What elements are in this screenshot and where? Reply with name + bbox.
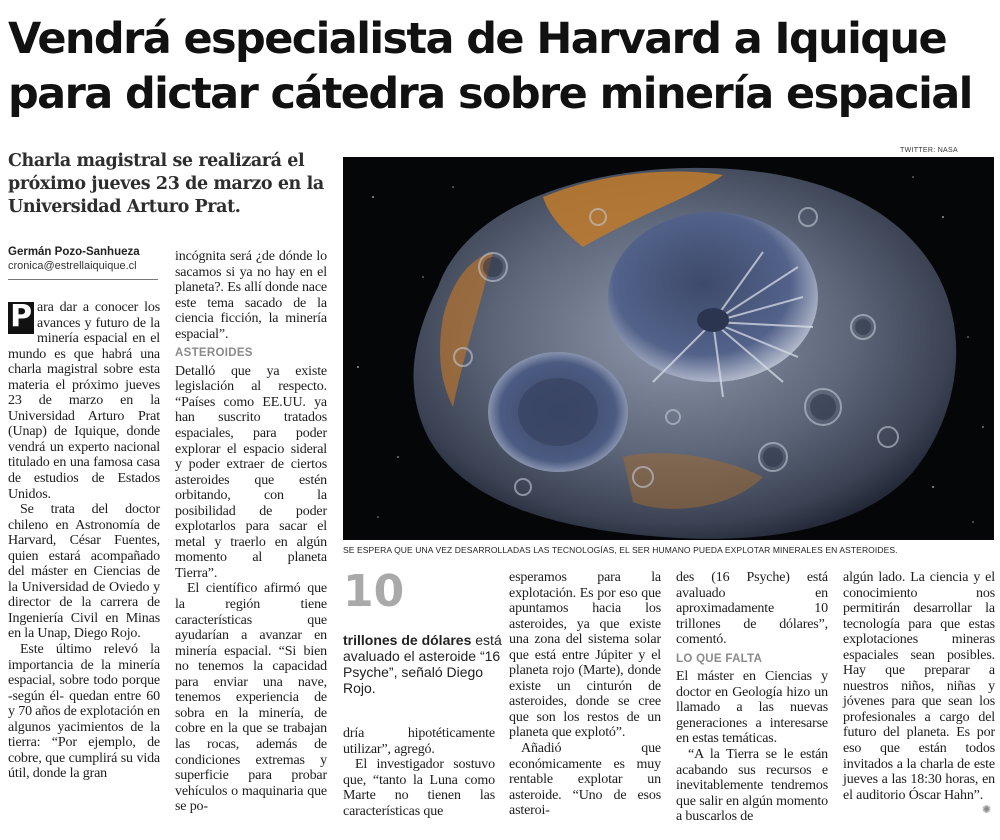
- paragraph: algún lado. La ciencia y el conocimiento nos permitirán desarrollar la tecnología para que estas explotaciones mineras espaciales sean posibles. Hay que preparar a nuestros niños, niñas y jóvenes para que sean los profesionales a cargo del futuro del planeta. Es por eso que están todos invitados a la charla de este jueves a las 18:30 horas, en el auditorio Óscar Hahn”.: [843, 570, 995, 803]
- asteroid-photo: [343, 157, 994, 540]
- column-5: [676, 570, 828, 825]
- paragraph: esperamos para la explotación. Es por eso que apuntamos hacia los asteroides, ya que existe una zona del sistema solar que está entre Júpiter y el planeta rojo (Marte), donde existe un cinturón de asteroides, donde se cree que son los restos de un planeta que explotó”.: [509, 570, 661, 741]
- stat-text: [343, 632, 503, 696]
- section-subhead: ASTEROIDES: [175, 347, 253, 360]
- stat-bold: trillones de dólares: [343, 632, 472, 648]
- paragraph: incógnita será ¿de dónde lo sacamos si ya no hay en el planeta?. Es allí donde nace este tema sacado de la ciencia ficción, la minería espacial”.: [175, 249, 327, 342]
- paragraph: “A la Tierra se le están acabando sus recursos e inevitablemente tendremos que salir en algún momento a buscarlos de: [676, 747, 828, 825]
- column-3: [343, 726, 495, 819]
- end-mark-icon: ✺: [982, 803, 992, 816]
- author-name: Germán Pozo-Sanhueza: [8, 246, 140, 258]
- paragraph: dría hipotéticamente utilizar”, agregó.: [343, 726, 495, 757]
- headline: Vendrá especialista de Harvard a Iquique para dictar cátedra sobre minería espacial: [8, 14, 972, 119]
- column-4: [509, 570, 661, 819]
- paragraph: des (16 Psyche) está avaluado en aproximadamente 10 trillones de dólares”, comentó.: [676, 570, 828, 648]
- author-email[interactable]: cronica@estrellaiquique.cl: [8, 260, 137, 272]
- paragraph: Este último relevó la importancia de la minería espacial, sobre todo porque -según él- quedan entre 60 y 70 años de explotación en algunos yacimientos de la tierra: “Por ejemplo, de cobre, que cumplirá su vida útil, donde la gran: [8, 642, 160, 782]
- column-2: [175, 249, 327, 815]
- paragraph: El investigador sostuvo que, “tanto la Luna como Marte no tienen las características que: [343, 757, 495, 819]
- paragraph: El científico afirmó que la región tiene características que ayudarían a avanzar en minería espacial. “Si bien no tenemos la capacidad para enviar una nave, tenemos experiencia de sobra en la minería, de cobre en la que se trabajan las rocas, además de condiciones extremas y superficie para probar vehículos o maquinaria que se po-: [175, 581, 327, 815]
- paragraph: Añadió que económicamente es muy rentable explotar un asteroide. “Uno de esos asteroi-: [509, 741, 661, 819]
- paragraph: El máster en Ciencias y doctor en Geología hizo un llamado a las nuevas generaciones a interesarse en estas temáticas.: [676, 669, 828, 747]
- column-6: [843, 570, 995, 803]
- drop-cap: P: [8, 302, 34, 334]
- section-subhead: LO QUE FALTA: [676, 652, 763, 665]
- photo-credit: TWITTER: NASA: [900, 147, 958, 154]
- stat-number: 10: [343, 566, 405, 617]
- paragraph: Detalló que ya existe legislación al respecto. “Países como EE.UU. ya han suscrito tratados espaciales, para poder explorar el espacio sideral y poder extraer de ciertos asteroides que estén orbitando, con la posibilidad de poder explotarlos para sacar el metal y traerlo en algún momento al planeta Tierra”.: [175, 363, 327, 581]
- deck-subtitle: Charla magistral se realizará el próximo jueves 23 de marzo en la Universidad Arturo Prat.: [8, 151, 324, 217]
- author-divider: [8, 279, 158, 280]
- paragraph: P ara dar a conocer los avances y futuro de la minería espacial en el mundo es que habrá una charla magistral sobre esta materia el próximo jueves 23 de marzo en la Universidad Arturo Prat (Unap) de Iquique, donde vendrá un experto nacional titulado en una famosa casa de estudios de Estados Unidos.: [8, 299, 160, 502]
- asteroid-illustration: [343, 157, 994, 540]
- column-1: [8, 300, 160, 782]
- paragraph: Se trata del doctor chileno en Astronomía de Harvard, César Fuentes, quien estará acompañado del máster en Ciencias de la Universidad de Oviedo y director de la carrera de Ingeniería Civil en Minas en la Unap, Diego Rojo.: [8, 502, 160, 642]
- stat-rest: está avaluado el asteroide “16 Psyche”, señaló Diego Rojo.: [343, 632, 502, 696]
- photo-caption: SE ESPERA QUE UNA VEZ DESARROLLADAS LAS TECNOLOGÍAS, EL SER HUMANO PUEDA EXPLOTAR MINERALES EN ASTEROIDES.: [343, 545, 898, 555]
